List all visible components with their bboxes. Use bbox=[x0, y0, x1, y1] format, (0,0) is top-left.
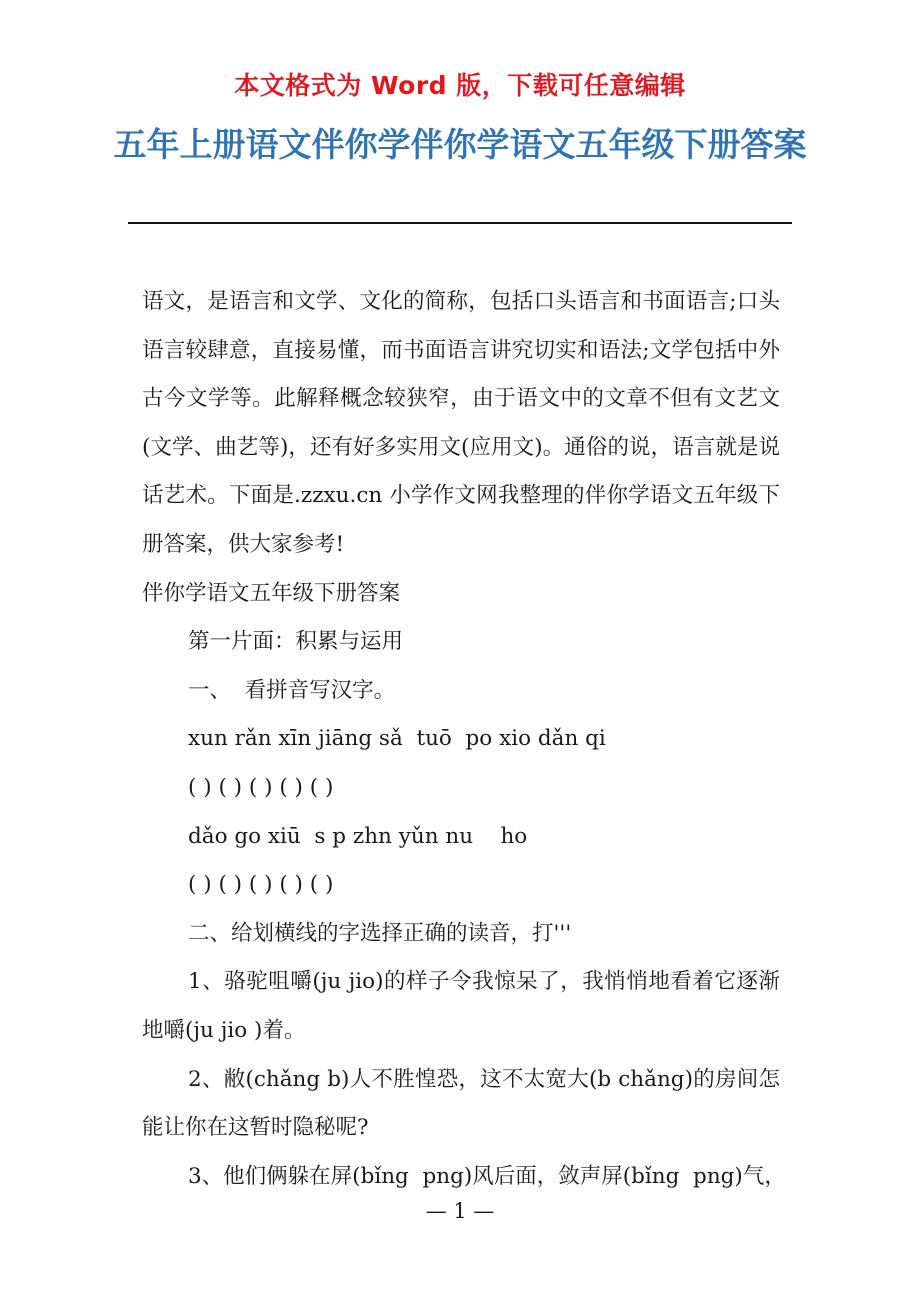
question-1-heading: 一、 看拼音写汉字。 bbox=[188, 677, 396, 703]
pinyin-row-2: dǎo go xiū s p zhn yǔn nu ho bbox=[188, 823, 528, 849]
section-heading: 第一片面：积累与运用 bbox=[188, 629, 404, 655]
title-divider bbox=[128, 222, 792, 224]
question-2-item-2: 2、敝(chǎng b)人不胜惶恐，这不太宽大(b chǎng)的房间怎能让你在这暂时隐秘呢? bbox=[142, 1066, 780, 1141]
subtitle-line: 伴你学语文五年级下册答案 bbox=[142, 580, 401, 606]
pinyin-row-1: xun rǎn xīn jiāng sǎ tuō po xio dǎn qi bbox=[188, 726, 606, 752]
page-number: — 1 — bbox=[425, 1199, 495, 1223]
document-body bbox=[142, 278, 786, 1201]
intro-paragraph: 语文，是语言和文学、文化的简称，包括口头语言和书面语言;口头语言较肆意，直接易懂，而书面语言讲究切实和语法;文学包括中外古今文学等。此解释概念较狭窄，由于语文中的文章不但有文艺文(文学、曲艺等)，还有好多实用文(应用文)。通俗的说，语言就是说话艺术。下面是.zzxu.cn 小学作文网我整理的伴你学语文五年级下册答案，供大家参考! bbox=[142, 289, 780, 557]
answer-blanks-row-1: ( ) ( ) ( ) ( ) ( ) bbox=[188, 774, 334, 800]
answer-blanks-row-2: ( ) ( ) ( ) ( ) ( ) bbox=[188, 872, 334, 898]
question-2-heading: 二、给划横线的字选择正确的读音，打''' bbox=[188, 920, 572, 946]
question-2-item-1: 1、骆驼咀嚼(ju jio)的样子令我惊呆了，我悄悄地看着它逐渐地嚼(ju jio )着。 bbox=[142, 969, 780, 1043]
document-title: 五年上册语文伴你学伴你学语文五年级下册答案 bbox=[113, 125, 807, 164]
question-2-item-3: 3、他们俩躲在屏(bǐng png)风后面，敛声屏(bǐng png)气， bbox=[188, 1163, 786, 1189]
download-notice: 本文格式为 Word 版，下载可任意编辑 bbox=[234, 71, 686, 100]
